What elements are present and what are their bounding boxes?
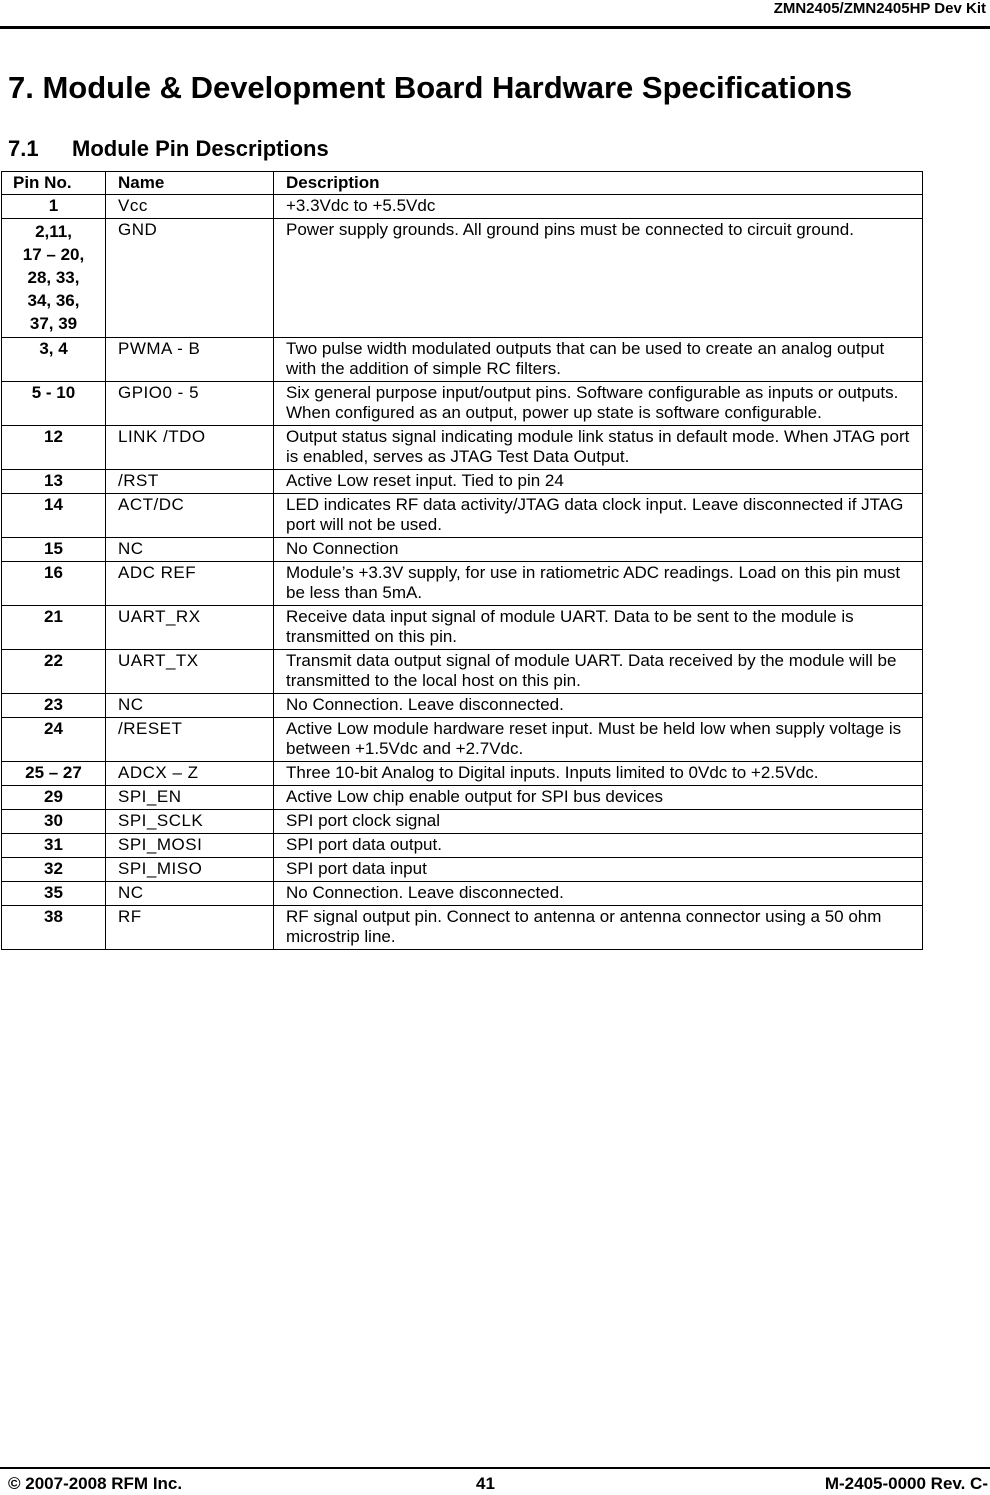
pin-name-cell: NC (106, 538, 274, 562)
pin-number-cell: 32 (2, 858, 106, 882)
footer-doc-id: M-2405-0000 Rev. C- (824, 1474, 988, 1493)
subsection-number: 7.1 (8, 136, 39, 161)
column-header-name: Name (106, 172, 274, 195)
table-row (2, 834, 923, 858)
pin-number-cell: 3, 4 (2, 338, 106, 382)
pin-description-cell: Six general purpose input/output pins. Software configurable as inputs or outputs. When configured as an output, power up state is software configurable. (274, 382, 923, 426)
table-row (2, 882, 923, 906)
table-row (2, 382, 923, 426)
pin-name-cell: NC (106, 882, 274, 906)
pin-description-cell: No Connection. Leave disconnected. (274, 882, 923, 906)
table-row (2, 562, 923, 606)
pin-name-cell: RF (106, 906, 274, 950)
pin-number-cell: 25 – 27 (2, 762, 106, 786)
table-row (2, 694, 923, 718)
table-header-row (2, 172, 923, 195)
pin-name-cell: /RESET (106, 718, 274, 762)
pin-name-cell: UART_TX (106, 650, 274, 694)
pin-description-cell: No Connection (274, 538, 923, 562)
pin-name-cell: SPI_SCLK (106, 810, 274, 834)
table-row (2, 762, 923, 786)
table-body (2, 195, 923, 950)
subsection-heading (8, 136, 329, 162)
table-row (2, 858, 923, 882)
pin-description-cell: Active Low reset input. Tied to pin 24 (274, 470, 923, 494)
pin-number-cell: 12 (2, 426, 106, 470)
pin-description-cell: Active Low chip enable output for SPI bus devices (274, 786, 923, 810)
pin-name-cell: GPIO0 - 5 (106, 382, 274, 426)
pin-name-cell: SPI_EN (106, 786, 274, 810)
table-row (2, 650, 923, 694)
pin-number-cell: 15 (2, 538, 106, 562)
pin-name-cell: /RST (106, 470, 274, 494)
pin-name-cell: LINK /TDO (106, 426, 274, 470)
pin-name-cell: SPI_MISO (106, 858, 274, 882)
pin-number-cell: 23 (2, 694, 106, 718)
pin-description-cell: Transmit data output signal of module UART. Data received by the module will be transmitted to the local host on this pin. (274, 650, 923, 694)
pin-number-cell: 38 (2, 906, 106, 950)
pin-name-cell: UART_RX (106, 606, 274, 650)
pin-description-cell: Power supply grounds. All ground pins must be connected to circuit ground. (274, 219, 923, 338)
pin-number-cell: 2,11, 17 – 20, 28, 33, 34, 36, 37, 39 (2, 219, 106, 338)
pin-description-cell: +3.3Vdc to +5.5Vdc (274, 195, 923, 219)
pin-number-cell: 16 (2, 562, 106, 606)
table-row (2, 219, 923, 338)
page-header (0, 0, 990, 29)
pin-description-cell: Active Low module hardware reset input. Must be held low when supply voltage is between +1.5Vdc and +2.7Vdc. (274, 718, 923, 762)
pin-number-cell: 31 (2, 834, 106, 858)
pin-description-cell: Receive data input signal of module UART. Data to be sent to the module is transmitted on this pin. (274, 606, 923, 650)
column-header-pin: Pin No. (2, 172, 106, 195)
pin-description-cell: SPI port clock signal (274, 810, 923, 834)
pin-description-cell: Three 10-bit Analog to Digital inputs. Inputs limited to 0Vdc to +2.5Vdc. (274, 762, 923, 786)
footer-copyright: © 2007-2008 RFM Inc. (8, 1474, 183, 1493)
pin-number-cell: 1 (2, 195, 106, 219)
pin-number-cell: 24 (2, 718, 106, 762)
pin-number-cell: 30 (2, 810, 106, 834)
footer-page-number: 41 (476, 1474, 495, 1493)
table-row (2, 195, 923, 219)
pin-description-cell: SPI port data output. (274, 834, 923, 858)
table-row (2, 786, 923, 810)
pin-description-table (1, 171, 923, 950)
pin-number-cell: 35 (2, 882, 106, 906)
table-row (2, 426, 923, 470)
table-row (2, 494, 923, 538)
pin-number-cell: 21 (2, 606, 106, 650)
pin-number-cell: 13 (2, 470, 106, 494)
table-row (2, 538, 923, 562)
pin-name-cell: ACT/DC (106, 494, 274, 538)
pin-number-cell: 14 (2, 494, 106, 538)
header-title: ZMN2405/ZMN2405HP Dev Kit (773, 0, 986, 17)
pin-name-cell: NC (106, 694, 274, 718)
column-header-description: Description (274, 172, 923, 195)
pin-name-cell: SPI_MOSI (106, 834, 274, 858)
pin-description-cell: SPI port data input (274, 858, 923, 882)
pin-number-cell: 29 (2, 786, 106, 810)
table-row (2, 718, 923, 762)
pin-description-cell: Two pulse width modulated outputs that can be used to create an analog output with the addition of simple RC filters. (274, 338, 923, 382)
table-row (2, 810, 923, 834)
pin-name-cell: ADC REF (106, 562, 274, 606)
pin-description-cell: Module’s +3.3V supply, for use in ratiometric ADC readings. Load on this pin must be less than 5mA. (274, 562, 923, 606)
pin-name-cell: GND (106, 219, 274, 338)
pin-description-cell: LED indicates RF data activity/JTAG data clock input. Leave disconnected if JTAG port will not be used. (274, 494, 923, 538)
table-row (2, 906, 923, 950)
subsection-title: Module Pin Descriptions (72, 136, 329, 161)
pin-name-cell: Vcc (106, 195, 274, 219)
page-footer (0, 1467, 990, 1495)
pin-description-cell: Output status signal indicating module link status in default mode. When JTAG port is enabled, serves as JTAG Test Data Output. (274, 426, 923, 470)
pin-name-cell: PWMA - B (106, 338, 274, 382)
pin-number-cell: 22 (2, 650, 106, 694)
table-row (2, 338, 923, 382)
pin-name-cell: ADCX – Z (106, 762, 274, 786)
pin-description-cell: No Connection. Leave disconnected. (274, 694, 923, 718)
pin-number-cell: 5 - 10 (2, 382, 106, 426)
table-row (2, 470, 923, 494)
table-row (2, 606, 923, 650)
section-heading: 7. Module & Development Board Hardware Specifications (8, 70, 853, 105)
pin-description-cell: RF signal output pin. Connect to antenna or antenna connector using a 50 ohm microstrip line. (274, 906, 923, 950)
